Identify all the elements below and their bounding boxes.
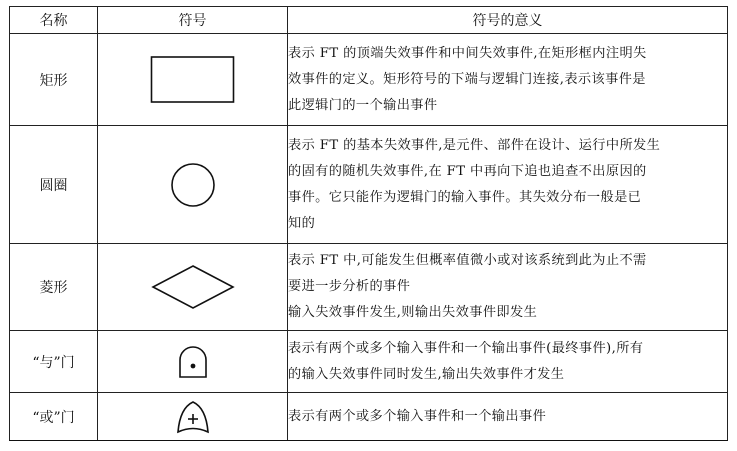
symbol-cell bbox=[98, 34, 288, 126]
table-row bbox=[10, 34, 728, 126]
rectangle-icon bbox=[150, 55, 236, 105]
description-line: 表示 FT 的基本失效事件,是元件、部件在设计、运行中所发生 bbox=[288, 137, 661, 153]
table-row bbox=[10, 331, 728, 393]
row-name: 菱形 bbox=[10, 244, 98, 331]
description-line: 的固有的随机失效事件,在 FT 中再向下追也追查不出原因的 bbox=[288, 163, 647, 179]
circle-icon bbox=[168, 160, 218, 210]
and-gate-icon bbox=[176, 344, 210, 380]
row-name: 矩形 bbox=[10, 34, 98, 126]
description-line: 此逻辑门的一个输出事件 bbox=[288, 97, 438, 113]
or-gate-icon bbox=[174, 399, 212, 435]
header-meaning: 符号的意义 bbox=[288, 7, 728, 34]
description-line: 表示有两个或多个输入事件和一个输出事件 bbox=[288, 408, 547, 424]
description-line: 知的 bbox=[288, 215, 316, 231]
row-name: 圆圈 bbox=[10, 126, 98, 244]
symbol-cell bbox=[98, 331, 288, 393]
row-description bbox=[288, 244, 728, 331]
row-description bbox=[288, 34, 728, 126]
row-description bbox=[288, 393, 728, 441]
symbol-cell bbox=[98, 393, 288, 441]
row-description bbox=[288, 126, 728, 244]
symbol-cell bbox=[98, 244, 288, 331]
table-row bbox=[10, 393, 728, 441]
symbol-cell bbox=[98, 126, 288, 244]
row-name: “或”门 bbox=[10, 393, 98, 441]
header-name: 名称 bbox=[10, 7, 98, 34]
table-row bbox=[10, 126, 728, 244]
description-line: 事件。它只能作为逻辑门的输入事件。其失效分布一般是已 bbox=[288, 189, 642, 205]
row-name: “与”门 bbox=[10, 331, 98, 393]
description-line: 表示有两个或多个输入事件和一个输出事件(最终事件),所有 bbox=[288, 340, 644, 356]
row-description bbox=[288, 331, 728, 393]
ft-symbols-table bbox=[9, 6, 728, 441]
table-header-row bbox=[10, 7, 728, 34]
description-line: 输入失效事件发生,则输出失效事件即发生 bbox=[288, 305, 538, 320]
description-line: 效事件的定义。矩形符号的下端与逻辑门连接,表示该事件是 bbox=[288, 71, 646, 87]
header-symbol: 符号 bbox=[98, 7, 288, 34]
diamond-icon bbox=[151, 264, 235, 310]
description-line: 表示 FT 的顶端失效事件和中间失效事件,在矩形框内注明失 bbox=[288, 45, 647, 61]
description-line: 表示 FT 中,可能发生但概率值微小或对该系统到此为止不需 bbox=[288, 253, 647, 268]
table-row bbox=[10, 244, 728, 331]
description-line: 要进一步分析的事件 bbox=[288, 279, 411, 294]
description-line: 的输入失效事件同时发生,输出失效事件才发生 bbox=[288, 366, 565, 382]
